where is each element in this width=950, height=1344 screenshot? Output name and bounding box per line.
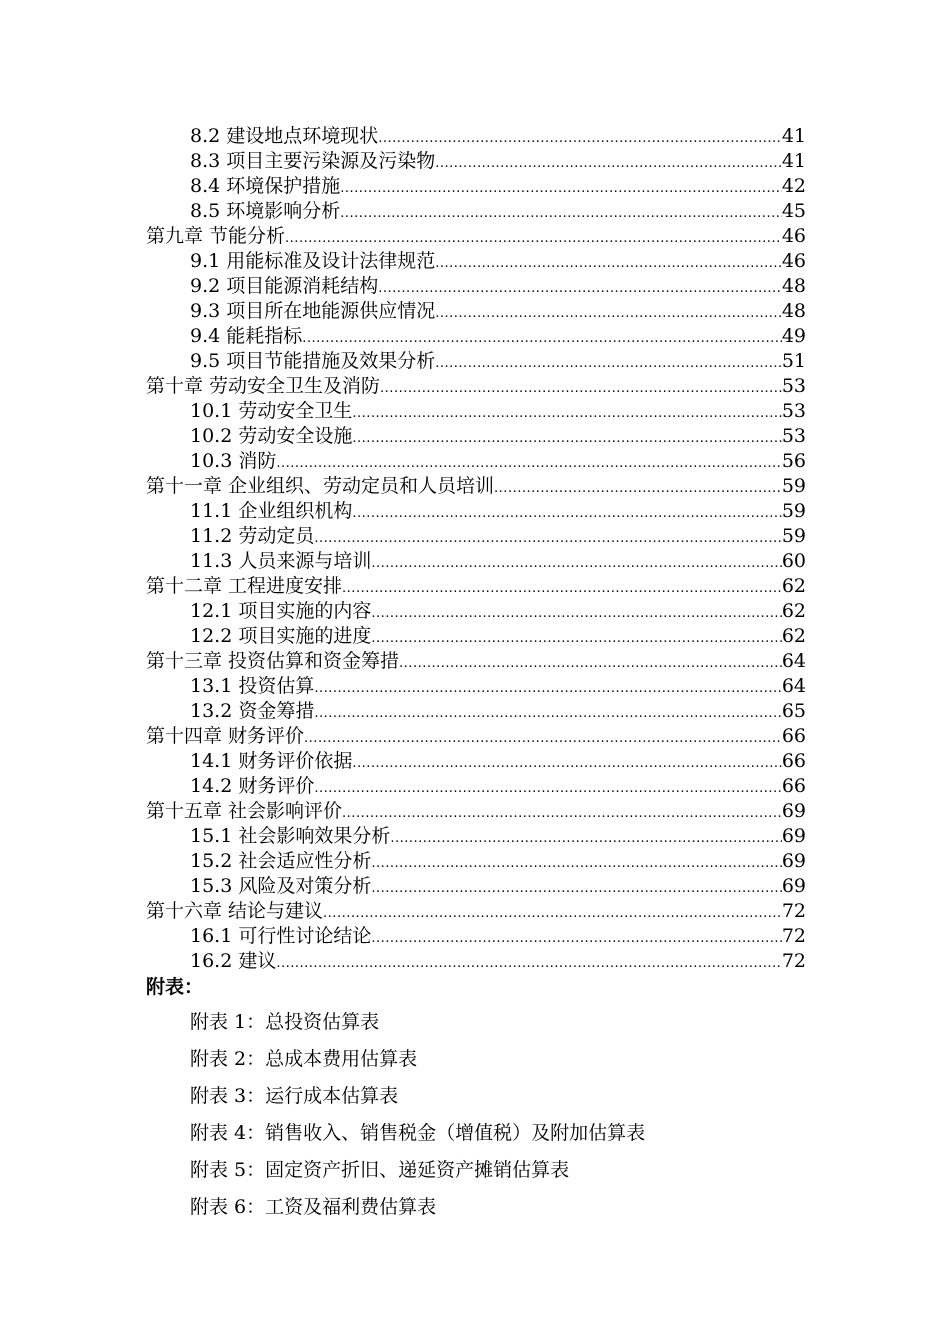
toc-page-number: 59 — [781, 475, 806, 497]
toc-page-number: 65 — [781, 700, 806, 722]
toc-entry-title: 13.2 资金筹措 — [190, 700, 315, 722]
toc-section-entry[interactable] — [146, 249, 806, 274]
toc-page-number: 66 — [781, 725, 806, 747]
toc-page-number: 62 — [781, 600, 806, 622]
toc-page-number: 66 — [781, 750, 806, 772]
toc-dot-leader — [435, 351, 782, 376]
toc-section-entry[interactable] — [146, 174, 806, 199]
appendix-item: 附表 6：工资及福利费估算表 — [190, 1196, 437, 1218]
toc-entry-title: 9.1 用能标准及设计法律规范 — [190, 250, 436, 272]
appendix-item: 附表 3：运行成本估算表 — [190, 1085, 399, 1107]
toc-entry-title: 9.4 能耗指标 — [190, 325, 303, 347]
toc-section-entry[interactable] — [146, 674, 806, 699]
toc-dot-leader — [378, 276, 782, 301]
toc-dot-leader — [285, 226, 782, 251]
toc-chapter-entry[interactable] — [146, 649, 806, 674]
toc-dot-leader — [352, 751, 781, 776]
toc-dot-leader — [314, 526, 781, 551]
toc-section-entry[interactable] — [146, 949, 806, 974]
toc-entry-title: 第十三章 投资估算和资金筹措 — [146, 650, 400, 672]
toc-page-number: 51 — [781, 350, 806, 372]
toc-page-number: 59 — [781, 525, 806, 547]
toc-page-number: 64 — [781, 675, 806, 697]
toc-dot-leader — [371, 851, 781, 876]
toc-page-number: 69 — [781, 850, 806, 872]
toc-dot-leader — [342, 801, 782, 826]
toc-dot-leader — [304, 726, 782, 751]
appendix-item: 附表 1：总投资估算表 — [190, 1011, 380, 1033]
toc-dot-leader — [435, 301, 782, 326]
toc-dot-leader — [435, 251, 782, 276]
toc-entry-title: 10.2 劳动安全设施 — [190, 425, 353, 447]
toc-entry-title: 第十五章 社会影响评价 — [146, 800, 343, 822]
toc-page-number: 60 — [781, 550, 806, 572]
toc-chapter-entry[interactable] — [146, 724, 806, 749]
toc-page-number: 69 — [781, 875, 806, 897]
toc-dot-leader — [314, 676, 781, 701]
toc-section-entry[interactable] — [146, 699, 806, 724]
toc-entry-title: 16.1 可行性讨论结论 — [190, 925, 372, 947]
toc-entry-title: 10.3 消防 — [190, 450, 277, 472]
toc-section-entry[interactable] — [146, 824, 806, 849]
toc-dot-leader — [352, 401, 781, 426]
toc-entry-title: 10.1 劳动安全卫生 — [190, 400, 353, 422]
toc-entry-title: 8.4 环境保护措施 — [190, 175, 341, 197]
toc-dot-leader — [342, 576, 782, 601]
toc-section-entry[interactable] — [146, 124, 806, 149]
toc-page-number: 48 — [781, 275, 806, 297]
toc-page-number: 56 — [781, 450, 806, 472]
toc-dot-leader — [371, 601, 781, 626]
toc-chapter-entry[interactable] — [146, 574, 806, 599]
toc-page-number: 46 — [781, 225, 806, 247]
toc-chapter-entry[interactable] — [146, 224, 806, 249]
appendix-item: 附表 2：总成本费用估算表 — [190, 1048, 418, 1070]
toc-entry-title: 15.3 风险及对策分析 — [190, 875, 372, 897]
table-of-contents — [146, 124, 806, 974]
toc-entry-title: 9.2 项目能源消耗结构 — [190, 275, 379, 297]
toc-section-entry[interactable] — [146, 624, 806, 649]
appendix-heading: 附表： — [146, 976, 204, 998]
toc-entry-title: 第十六章 结论与建议 — [146, 900, 324, 922]
toc-section-entry[interactable] — [146, 349, 806, 374]
toc-page-number: 45 — [781, 200, 806, 222]
toc-page-number: 59 — [781, 500, 806, 522]
toc-dot-leader — [435, 151, 782, 176]
toc-entry-title: 9.3 项目所在地能源供应情况 — [190, 300, 436, 322]
toc-dot-leader — [302, 326, 782, 351]
toc-dot-leader — [276, 951, 781, 976]
toc-entry-title: 9.5 项目节能措施及效果分析 — [190, 350, 436, 372]
toc-section-entry[interactable] — [146, 874, 806, 899]
toc-page-number: 49 — [781, 325, 806, 347]
appendix-item: 附表 4：销售收入、销售税金（增值税）及附加估算表 — [190, 1122, 646, 1144]
toc-entry-title: 13.1 投资估算 — [190, 675, 315, 697]
toc-entry-title: 第十四章 财务评价 — [146, 725, 305, 747]
toc-dot-leader — [340, 201, 782, 226]
toc-page-number: 69 — [781, 800, 806, 822]
toc-section-entry[interactable] — [146, 924, 806, 949]
toc-entry-title: 第十二章 工程进度安排 — [146, 575, 343, 597]
toc-chapter-entry[interactable] — [146, 899, 806, 924]
toc-entry-title: 15.1 社会影响效果分析 — [190, 825, 391, 847]
toc-section-entry[interactable] — [146, 299, 806, 324]
appendix-item: 附表 5：固定资产折旧、递延资产摊销估算表 — [190, 1159, 570, 1181]
toc-dot-leader — [378, 126, 782, 151]
toc-section-entry[interactable] — [146, 549, 806, 574]
toc-dot-leader — [352, 426, 781, 451]
toc-page-number: 66 — [781, 775, 806, 797]
toc-dot-leader — [323, 901, 782, 926]
toc-page-number: 41 — [781, 150, 806, 172]
toc-page-number: 69 — [781, 825, 806, 847]
toc-entry-title: 第九章 节能分析 — [146, 225, 286, 247]
toc-page-number: 53 — [781, 425, 806, 447]
toc-dot-leader — [371, 551, 781, 576]
toc-chapter-entry[interactable] — [146, 474, 806, 499]
toc-entry-title: 第十章 劳动安全卫生及消防 — [146, 375, 381, 397]
toc-entry-title: 14.2 财务评价 — [190, 775, 315, 797]
appendix-list — [190, 1004, 645, 1226]
toc-entry-title: 8.3 项目主要污染源及污染物 — [190, 150, 436, 172]
toc-section-entry[interactable] — [146, 524, 806, 549]
toc-page-number: 62 — [781, 625, 806, 647]
toc-page-number: 64 — [781, 650, 806, 672]
toc-page-number: 46 — [781, 250, 806, 272]
toc-entry-title: 11.2 劳动定员 — [190, 525, 315, 547]
toc-page-number: 72 — [781, 925, 806, 947]
toc-section-entry[interactable] — [146, 424, 806, 449]
toc-section-entry[interactable] — [146, 749, 806, 774]
toc-entry-title: 14.1 财务评价依据 — [190, 750, 353, 772]
toc-dot-leader — [314, 776, 781, 801]
toc-section-entry[interactable] — [146, 199, 806, 224]
toc-entry-title: 15.2 社会适应性分析 — [190, 850, 372, 872]
toc-entry-title: 第十一章 企业组织、劳动定员和人员培训 — [146, 475, 495, 497]
toc-dot-leader — [314, 701, 781, 726]
toc-section-entry[interactable] — [146, 149, 806, 174]
toc-dot-leader — [380, 376, 782, 401]
toc-section-entry[interactable] — [146, 599, 806, 624]
toc-entry-title: 8.2 建设地点环境现状 — [190, 125, 379, 147]
toc-dot-leader — [276, 451, 781, 476]
toc-dot-leader — [371, 626, 781, 651]
toc-page-number: 72 — [781, 950, 806, 972]
toc-section-entry[interactable] — [146, 849, 806, 874]
toc-dot-leader — [371, 876, 781, 901]
toc-page-number: 48 — [781, 300, 806, 322]
toc-section-entry[interactable] — [146, 774, 806, 799]
toc-section-entry[interactable] — [146, 324, 806, 349]
toc-entry-title: 16.2 建议 — [190, 950, 277, 972]
toc-page-number: 53 — [781, 375, 806, 397]
toc-dot-leader — [494, 476, 782, 501]
toc-section-entry[interactable] — [146, 449, 806, 474]
toc-entry-title: 12.1 项目实施的内容 — [190, 600, 372, 622]
toc-dot-leader — [340, 176, 782, 201]
toc-page-number: 53 — [781, 400, 806, 422]
toc-dot-leader — [371, 926, 781, 951]
toc-dot-leader — [399, 651, 782, 676]
toc-chapter-entry[interactable] — [146, 374, 806, 399]
toc-entry-title: 11.1 企业组织机构 — [190, 500, 353, 522]
toc-dot-leader — [390, 826, 781, 851]
toc-entry-title: 12.2 项目实施的进度 — [190, 625, 372, 647]
toc-page-number: 41 — [781, 125, 806, 147]
toc-entry-title: 8.5 环境影响分析 — [190, 200, 341, 222]
toc-entry-title: 11.3 人员来源与培训 — [190, 550, 372, 572]
toc-chapter-entry[interactable] — [146, 799, 806, 824]
toc-section-entry[interactable] — [146, 399, 806, 424]
toc-page-number: 42 — [781, 175, 806, 197]
toc-page-number: 62 — [781, 575, 806, 597]
toc-page-number: 72 — [781, 900, 806, 922]
toc-section-entry[interactable] — [146, 274, 806, 299]
toc-section-entry[interactable] — [146, 499, 806, 524]
toc-dot-leader — [352, 501, 781, 526]
